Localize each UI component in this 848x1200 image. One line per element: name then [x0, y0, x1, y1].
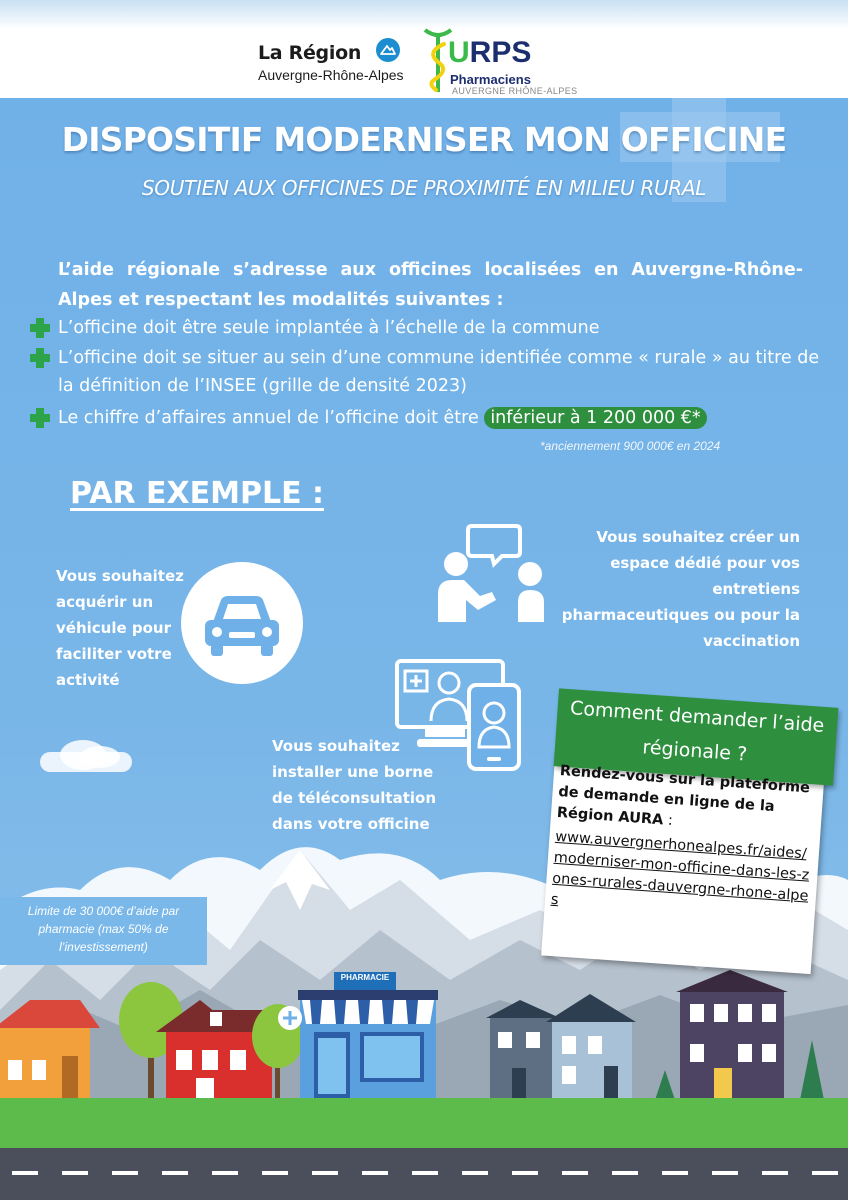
road-marking: [12, 1171, 38, 1175]
cloud-decoration: [80, 746, 120, 768]
ask-body: [550, 761, 822, 929]
urps-wordmark: URPS: [448, 36, 532, 69]
criterion-2: [30, 344, 820, 404]
example-heading: PAR EXEMPLE :: [70, 476, 325, 511]
village-houses: [0, 960, 848, 1102]
grass-strip: [0, 1098, 848, 1148]
turnover-threshold-badge: inférieur à 1 200 000 €*: [484, 407, 706, 429]
plus-icon: [30, 408, 50, 428]
consultation-icon: [434, 522, 550, 624]
pharmacy-sign: PHARMACIE: [340, 973, 390, 982]
footnote: *anciennement 900 000€ en 2024: [540, 439, 721, 453]
road-marking: [512, 1171, 538, 1175]
page-subtitle: SOUTIEN AUX OFFICINES DE PROXIMITÉ EN MILIEU RURAL: [141, 176, 707, 200]
criterion-text: L’officine doit être seule implantée à l’échelle de la commune: [58, 318, 600, 338]
criterion-text: L’officine doit se situer au sein d’une commune identifiée comme « rurale » au titre de la définition de l’INSEE (grille de densité 2023): [58, 348, 820, 396]
road-marking: [112, 1171, 138, 1175]
plus-icon: [30, 318, 50, 338]
road-marking: [662, 1171, 688, 1175]
ask-heading: Comment demander l’aide régionale ?: [569, 697, 825, 766]
road-marking: [412, 1171, 438, 1175]
region-mountain-icon: [376, 38, 400, 62]
plus-icon: [30, 348, 50, 368]
road-marking: [312, 1171, 338, 1175]
road-marking: [812, 1171, 838, 1175]
header-band: [0, 0, 848, 98]
car-icon: [181, 562, 303, 684]
ask-instructions: Rendez-vous sur la plateforme de demande en ligne de la Région AURA: [556, 763, 811, 829]
region-logo-name: La Région: [258, 42, 362, 64]
example-space-text: Vous souhaitez créer un espace dédié pour vos entretiens pharmaceutiques ou pour la vaccination: [561, 528, 800, 650]
road-marking: [462, 1171, 488, 1175]
example-vehicle-text: Vous souhaitez acquérir un véhicule pour faciliter votre activité: [56, 567, 184, 689]
road-marking: [562, 1171, 588, 1175]
example-teleconsult-text: Vous souhaitez installer une borne de téléconsultation dans votre officine: [272, 737, 437, 833]
road-marking: [712, 1171, 738, 1175]
intro-text: L’aide régionale s’adresse aux officines localisées en Auvergne-Rhône-Alpes et respectant les modalités suivantes :: [58, 260, 803, 310]
road-marking: [62, 1171, 88, 1175]
road-marking: [162, 1171, 188, 1175]
urps-pharmaciens: Pharmaciens: [450, 72, 531, 87]
application-link[interactable]: www.auvergnerhonealpes.fr/aides/moderniser-mon-officine-dans-les-zones-rurales-dauvergne-rhone-alpes: [550, 828, 810, 909]
road-marking: [362, 1171, 388, 1175]
road-marking: [612, 1171, 638, 1175]
page-title: DISPOSITIF MODERNISER MON OFFICINE: [61, 120, 787, 159]
road-marking: [262, 1171, 288, 1175]
road-marking: [762, 1171, 788, 1175]
road-marking: [212, 1171, 238, 1175]
region-logo-subname: Auvergne-Rhône-Alpes: [258, 67, 404, 83]
ask-colon: :: [662, 812, 674, 829]
criterion-text: Le chiffre d’affaires annuel de l’officine doit être inférieur à 1 200 000 €*: [58, 404, 707, 432]
region-logo: [258, 42, 404, 83]
funding-limit-note: Limite de 30 000€ d’aide par pharmacie (max 50% de l’investissement): [0, 897, 207, 965]
urps-region: AUVERGNE RHÔNE-ALPES: [452, 86, 578, 96]
